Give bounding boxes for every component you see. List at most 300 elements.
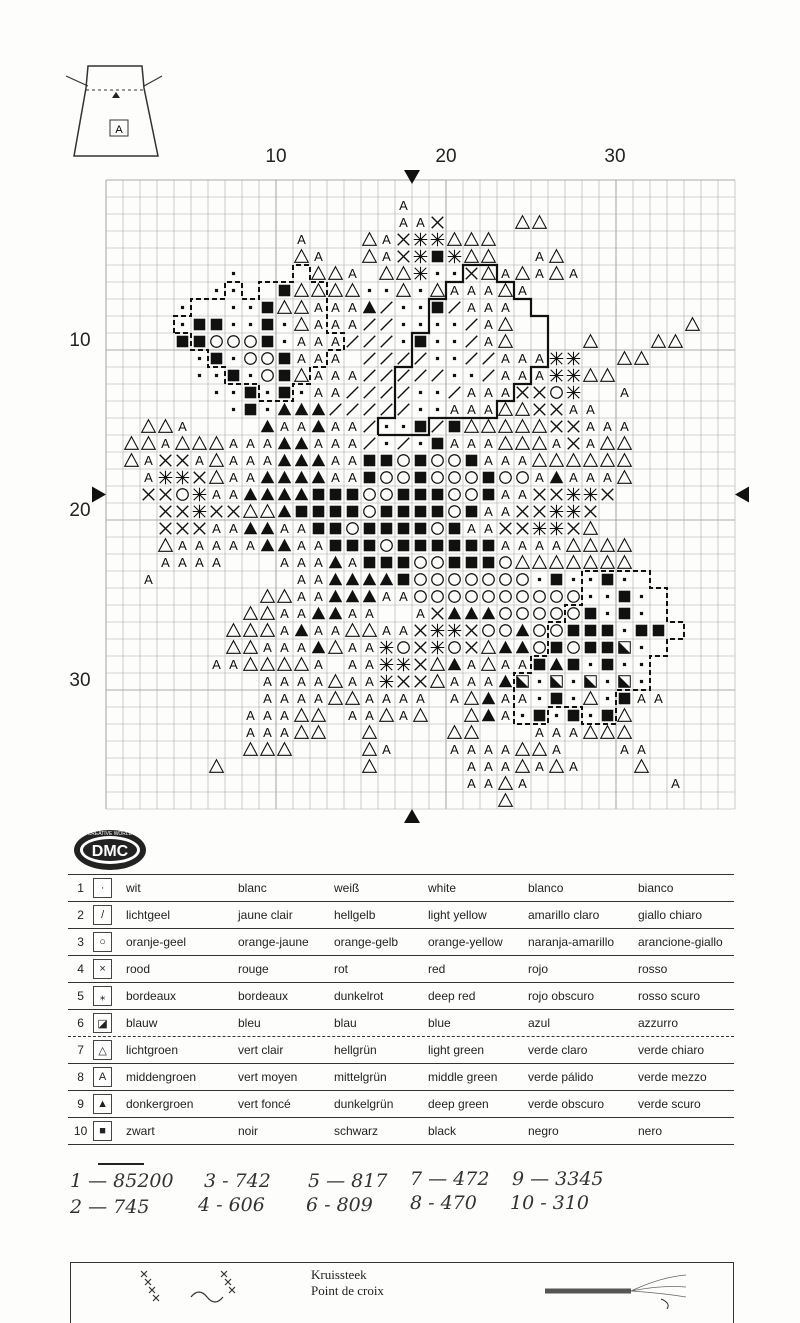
symbol-black: [534, 659, 546, 671]
symbol-light-yellow: [449, 302, 461, 314]
symbol-black: [330, 523, 342, 535]
symbol-deep-green: [312, 403, 326, 416]
symbol-black: [279, 370, 291, 382]
symbol-middle-green: A: [263, 640, 272, 655]
symbol-orange-yellow: [551, 608, 563, 620]
legend-dutch: rood: [126, 962, 151, 976]
symbol-black: [398, 540, 410, 552]
symbol-middle-green: A: [416, 606, 425, 621]
symbol-light-green: [465, 692, 479, 705]
symbol-light-green: [329, 675, 343, 688]
symbol-light-green: [414, 709, 428, 722]
symbol-middle-green: A: [416, 215, 425, 230]
symbol-light-green: [601, 539, 615, 552]
symbol-light-yellow: [398, 370, 410, 382]
symbol-middle-green: A: [178, 555, 187, 570]
symbol-white: [232, 357, 235, 360]
color-legend-table: [68, 874, 734, 1145]
symbol-deep-red: [550, 369, 564, 383]
symbol-light-green: [482, 641, 496, 654]
symbol-light-yellow: [398, 353, 410, 365]
symbol-light-green: [363, 743, 377, 756]
symbol-middle-green: A: [297, 538, 306, 553]
symbol-deep-green: [363, 301, 377, 314]
symbol-deep-green: [261, 522, 275, 535]
symbol-black: [313, 489, 325, 501]
legend-german: hellgelb: [334, 908, 376, 922]
symbol-middle-green: A: [348, 368, 357, 383]
symbol-middle-green: A: [229, 521, 238, 536]
legend-german: dunkelrot: [334, 989, 384, 1003]
symbol-white: [589, 663, 592, 666]
symbol-middle-green: A: [450, 436, 459, 451]
legend-spanish: naranja-amarillo: [528, 935, 615, 949]
symbol-middle-green: A: [518, 538, 527, 553]
dmc-logo: [72, 826, 148, 872]
symbol-deep-red: [448, 624, 462, 638]
symbol-middle-green: A: [399, 198, 408, 213]
hand-code: 3 - 742: [204, 1170, 271, 1192]
symbol-black: [432, 438, 444, 450]
symbol-middle-green: A: [297, 589, 306, 604]
symbol-white: [215, 374, 218, 377]
symbol-white: [215, 391, 218, 394]
symbol-orange-yellow: [415, 591, 427, 603]
legend-underline: [98, 1163, 144, 1165]
legend-spanish: verde claro: [528, 1043, 588, 1057]
symbol-black: [313, 506, 325, 518]
symbol-white: [249, 374, 252, 377]
symbol-deep-green: [312, 607, 326, 620]
symbol-light-yellow: [364, 319, 376, 331]
symbol-light-green: [618, 471, 632, 484]
symbol-deep-red: [159, 471, 173, 485]
symbol-blue: [517, 676, 529, 688]
symbol-orange-yellow: [449, 455, 461, 467]
symbol-middle-green: A: [399, 215, 408, 230]
symbol-orange-yellow: [500, 574, 512, 586]
symbol-middle-green: A: [467, 436, 476, 451]
symbol-orange-yellow: [449, 506, 461, 518]
symbol-deep-green: [482, 607, 496, 620]
symbol-middle-green: A: [178, 419, 187, 434]
symbol-light-yellow: [347, 336, 359, 348]
symbol-red: [517, 387, 529, 399]
symbol-middle-green: A: [501, 742, 510, 757]
symbol-light-yellow: [381, 302, 393, 314]
symbol-middle-green: A: [348, 436, 357, 451]
symbol-middle-green: A: [212, 538, 221, 553]
symbol-white: [419, 289, 422, 292]
symbol-middle-green: A: [518, 368, 527, 383]
symbol-orange-yellow: [398, 472, 410, 484]
symbol-black: [432, 251, 444, 263]
symbol-middle-green: A: [331, 623, 340, 638]
symbol-orange-yellow: [483, 591, 495, 603]
legend-row: [68, 1091, 734, 1118]
symbol-orange-yellow: [364, 489, 376, 501]
symbol-orange-yellow: [568, 591, 580, 603]
symbol-white: [232, 272, 235, 275]
symbol-middle-green: A: [280, 708, 289, 723]
symbol-middle-green: A: [161, 555, 170, 570]
symbol-middle-green: A: [348, 606, 357, 621]
symbol-orange-yellow: [449, 489, 461, 501]
symbol-middle-green: A: [518, 776, 527, 791]
dmc-tagline: CREATIVE WORLD: [87, 831, 133, 837]
symbol-middle-green: A: [280, 555, 289, 570]
symbol-middle-green: A: [229, 487, 238, 502]
symbol-black: [466, 455, 478, 467]
symbol-red: [432, 608, 444, 620]
symbol-deep-green: [295, 437, 309, 450]
symbol-light-green: [210, 454, 224, 467]
symbol-white: [198, 357, 201, 360]
symbol-middle-green: A: [348, 317, 357, 332]
symbol-red: [466, 625, 478, 637]
symbol-middle-green: A: [467, 402, 476, 417]
symbol-black: [364, 455, 376, 467]
symbol-orange-yellow: [534, 642, 546, 654]
symbol-middle-green: A: [297, 691, 306, 706]
legend-dutch: middengroen: [126, 1070, 197, 1084]
symbol-white: [640, 595, 643, 598]
symbol-light-green: [618, 352, 632, 365]
symbol-black: [636, 625, 648, 637]
legend-english: light yellow: [428, 908, 487, 922]
legend-italian: bianco: [638, 881, 674, 895]
symbol-white: [232, 323, 235, 326]
symbol-middle-green: A: [552, 742, 561, 757]
symbol-light-yellow: [364, 353, 376, 365]
symbol-orange-yellow: [500, 472, 512, 484]
symbol-middle-green: A: [535, 725, 544, 740]
symbol-deep-green: [329, 607, 343, 620]
symbol-middle-green: A: [331, 419, 340, 434]
legend-row: [68, 902, 734, 929]
symbol-deep-red: [567, 369, 581, 383]
symbol-white: [198, 374, 201, 377]
symbol-deep-red: [550, 505, 564, 519]
symbol-middle-green: A: [535, 759, 544, 774]
symbol-light-green: [465, 709, 479, 722]
symbol-red: [177, 506, 189, 518]
symbol-black: [330, 489, 342, 501]
symbol-black: [466, 506, 478, 518]
symbol-light-green: [431, 284, 445, 297]
symbol-middle-green: A: [586, 402, 595, 417]
symbol-blue: [619, 642, 631, 654]
symbol-deep-red: [414, 267, 428, 281]
symbol-light-green: [312, 267, 326, 280]
symbol-light-green: [363, 760, 377, 773]
symbol-white: [402, 340, 405, 343]
symbol-middle-green: A: [280, 725, 289, 740]
symbol-light-green: [618, 556, 632, 569]
symbol-middle-green: A: [280, 606, 289, 621]
symbol-white: [555, 714, 558, 717]
symbol-middle-green: A: [399, 589, 408, 604]
symbol-middle-green: A: [484, 402, 493, 417]
symbol-white: [215, 289, 218, 292]
symbol-white: [368, 289, 371, 292]
symbol-light-yellow: [466, 319, 478, 331]
symbol-deep-green: [295, 454, 309, 467]
symbol-red: [160, 506, 172, 518]
symbol-black: [466, 557, 478, 569]
symbol-white: [385, 425, 388, 428]
symbol-light-green: [295, 726, 309, 739]
symbol-orange-yellow: [551, 625, 563, 637]
symbol-light-green: [533, 454, 547, 467]
symbol-middle-green: A: [501, 538, 510, 553]
symbol-light-yellow: [330, 404, 342, 416]
symbol-light-yellow: [364, 438, 376, 450]
symbol-black: [296, 506, 308, 518]
symbol-deep-green: [312, 471, 326, 484]
symbol-orange-yellow: [245, 353, 257, 365]
symbol-middle-green: A: [552, 436, 561, 451]
symbol-orange-yellow: [432, 574, 444, 586]
symbol-middle-green: A: [501, 351, 510, 366]
symbol-deep-green: [499, 675, 513, 688]
legend-row: [68, 929, 734, 956]
symbol-middle-green: A: [467, 742, 476, 757]
symbol-deep-red: [414, 233, 428, 247]
symbol-white: [589, 714, 592, 717]
symbol-black: [398, 557, 410, 569]
symbol-deep-red: [567, 505, 581, 519]
symbol-black: [381, 523, 393, 535]
symbol-middle-green: A: [501, 266, 510, 281]
symbol-red: [517, 523, 529, 535]
symbol-red: [143, 489, 155, 501]
symbol-white: [453, 374, 456, 377]
symbol-orange-yellow: [381, 472, 393, 484]
symbol-light-green: [397, 284, 411, 297]
legend-number: 3: [77, 935, 84, 949]
symbol-light-green: [312, 284, 326, 297]
symbol-middle-green: A: [263, 453, 272, 468]
symbol-orange-yellow: [483, 574, 495, 586]
symbol-black: [415, 506, 427, 518]
legend-italian: verde chiaro: [638, 1043, 705, 1057]
symbol-middle-green: A: [263, 691, 272, 706]
symbol-light-green: [363, 624, 377, 637]
axis-top-label-10: 10: [265, 146, 287, 167]
symbol-light-green: [295, 250, 309, 263]
symbol-deep-green: [363, 573, 377, 586]
bag-label: A: [115, 124, 123, 136]
symbol-deep-green: [278, 403, 292, 416]
symbol-light-green: [295, 709, 309, 722]
symbol-white: [538, 697, 541, 700]
symbol-white: [402, 425, 405, 428]
symbol-light-green: [567, 454, 581, 467]
symbol-deep-red: [448, 250, 462, 264]
axis-left-label-10: 10: [69, 330, 91, 351]
symbol-deep-green: [295, 624, 309, 637]
hand-code: 1 — 85200: [70, 1170, 174, 1192]
symbol-light-green: [261, 624, 275, 637]
symbol-middle-green: A: [348, 470, 357, 485]
symbol-middle-green: A: [484, 742, 493, 757]
symbol-light-yellow: [364, 404, 376, 416]
symbol-black: [194, 319, 206, 331]
axis-left-label-30: 30: [69, 670, 91, 691]
symbol-middle-green: A: [314, 351, 323, 366]
center-arrow-right: [735, 487, 749, 503]
symbol-deep-red: [397, 658, 411, 672]
symbol-black: [449, 557, 461, 569]
symbol-deep-green: [278, 437, 292, 450]
symbol-orange-yellow: [500, 625, 512, 637]
symbol-light-green: [584, 692, 598, 705]
symbol-light-green: [159, 539, 173, 552]
symbol-middle-green: A: [314, 555, 323, 570]
symbol-middle-green: A: [331, 453, 340, 468]
legend-number: 7: [77, 1043, 84, 1057]
symbol-middle-green: A: [314, 589, 323, 604]
symbol-light-yellow: [398, 387, 410, 399]
symbol-middle-green: A: [399, 708, 408, 723]
symbol-middle-green: A: [229, 453, 238, 468]
symbol-deep-green: [312, 454, 326, 467]
symbol-middle-green: A: [382, 589, 391, 604]
legend-german: schwarz: [334, 1124, 379, 1138]
symbol-middle-green: A: [365, 640, 374, 655]
legend-italian: verde scuro: [638, 1097, 701, 1111]
legend-english: deep red: [428, 989, 476, 1003]
symbol-deep-green: [516, 641, 530, 654]
symbol-white: [232, 306, 235, 309]
symbol-orange-yellow: [568, 608, 580, 620]
symbol-middle-green: A: [144, 453, 153, 468]
symbol-light-yellow: [347, 387, 359, 399]
symbol-middle-green: A: [195, 538, 204, 553]
symbol-light-green: [482, 250, 496, 263]
symbol-light-green: [278, 658, 292, 671]
symbol-black: [211, 353, 223, 365]
symbol-deep-green: [295, 403, 309, 416]
symbol-middle-green: A: [144, 572, 153, 587]
symbol-middle-green: A: [501, 691, 510, 706]
symbol-light-green: [125, 454, 139, 467]
symbol-middle-green: A: [263, 674, 272, 689]
symbol-blue: [551, 676, 563, 688]
symbol-middle-green: A: [467, 759, 476, 774]
symbol-middle-green: A: [467, 657, 476, 672]
symbol-light-green: [261, 658, 275, 671]
symbol-light-green: [601, 556, 615, 569]
legend-dutch: lichtgroen: [126, 1043, 179, 1057]
symbol-middle-green: A: [450, 691, 459, 706]
symbol-black: [483, 472, 495, 484]
symbol-white: [419, 408, 422, 411]
symbol-middle-green: A: [569, 266, 578, 281]
symbol-deep-green: [329, 590, 343, 603]
symbol-black: [381, 455, 393, 467]
symbol-red: [551, 489, 563, 501]
symbol-light-green: [652, 335, 666, 348]
symbol-black: [466, 540, 478, 552]
symbol-black: [415, 489, 427, 501]
symbol-black: [602, 642, 614, 654]
symbol-light-green: [465, 726, 479, 739]
symbol-middle-green: A: [518, 691, 527, 706]
symbol-light-green: [499, 284, 513, 297]
symbol-orange-yellow: [500, 608, 512, 620]
symbol-black: [653, 625, 665, 637]
symbol-red: [551, 421, 563, 433]
symbol-red: [602, 489, 614, 501]
symbol-light-yellow: [466, 353, 478, 365]
symbol-light-green: [295, 284, 309, 297]
symbol-light-green: [329, 267, 343, 280]
symbol-light-yellow: [381, 387, 393, 399]
symbol-white: [419, 306, 422, 309]
symbol-black: [415, 472, 427, 484]
symbol-middle-green: A: [331, 351, 340, 366]
symbol-middle-green: A: [314, 249, 323, 264]
symbol-middle-green: A: [518, 453, 527, 468]
symbol-light-yellow: [483, 370, 495, 382]
symbol-white: [538, 680, 541, 683]
symbol-orange-yellow: [517, 608, 529, 620]
symbol-black: [313, 523, 325, 535]
symbol-deep-green: [278, 471, 292, 484]
symbol-light-green: [312, 709, 326, 722]
hand-code: 8 - 470: [410, 1192, 477, 1214]
symbol-black: [398, 574, 410, 586]
needle-thread-icon: [541, 1269, 691, 1309]
symbol-middle-green: A: [484, 521, 493, 536]
symbol-middle-green: A: [637, 742, 646, 757]
symbol-orange-yellow: [449, 472, 461, 484]
symbol-white: [232, 391, 235, 394]
symbol-white: [436, 272, 439, 275]
symbol-white: [419, 391, 422, 394]
symbol-light-green: [210, 437, 224, 450]
symbol-deep-green: [312, 420, 326, 433]
legend-symbol: △: [93, 1040, 112, 1060]
symbol-light-green: [346, 692, 360, 705]
symbol-light-yellow: [381, 370, 393, 382]
symbol-light-yellow: [398, 404, 410, 416]
symbol-white: [283, 340, 286, 343]
symbol-red: [398, 234, 410, 246]
symbol-white: [453, 357, 456, 360]
symbol-middle-green: A: [348, 640, 357, 655]
symbol-light-green: [465, 420, 479, 433]
symbol-light-green: [550, 556, 564, 569]
symbol-deep-green: [448, 658, 462, 671]
symbol-middle-green: A: [586, 419, 595, 434]
symbol-white: [283, 323, 286, 326]
symbol-middle-green: A: [586, 436, 595, 451]
legend-italian: rosso: [638, 962, 668, 976]
symbol-middle-green: A: [314, 691, 323, 706]
symbol-black: [398, 489, 410, 501]
legend-spanish: negro: [528, 1124, 559, 1138]
symbol-middle-green: A: [331, 436, 340, 451]
symbol-red: [415, 676, 427, 688]
symbol-white: [266, 391, 269, 394]
symbol-deep-green: [244, 488, 258, 501]
symbol-middle-green: A: [484, 504, 493, 519]
symbol-deep-red: [380, 675, 394, 689]
symbol-black: [262, 302, 274, 314]
